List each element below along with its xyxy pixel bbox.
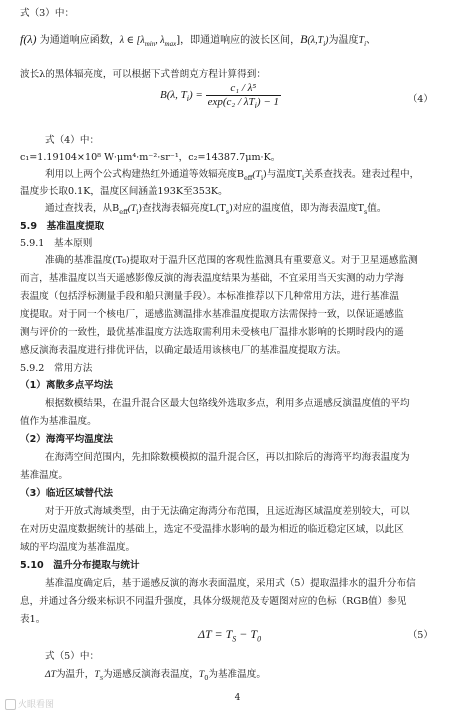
subsection-heading: 5.9.2 常用方法 xyxy=(20,363,93,374)
text-line: 波长λ的黑体辐亮度，可以根据下式普朗克方程计算得到： xyxy=(20,69,266,80)
equation-number: （4） xyxy=(407,94,433,105)
section-heading: 5.10 温升分布提取与统计 xyxy=(20,560,140,571)
text-line: 式（5）中： xyxy=(45,651,100,662)
text-line: 表1。 xyxy=(20,614,46,625)
text-line: 而言，基准温度以当天遥感影像反演的海表温度结果为基础，不宜采用当天实测的动力学海 xyxy=(20,273,404,284)
text-line: 基准温度。 xyxy=(20,470,68,481)
text-line: 准确的基准温度(T₀)提取对于温升区范围的客观性监测具有重要意义。对于卫星遥感监测 xyxy=(45,255,418,266)
equation-number: （5） xyxy=(407,630,433,641)
equation-4: B(λ, $T_i$) = $\frac{\text{c₁ / λ⁵}}{\exp(c_2 / \lambda T_i) - 1}$ xyxy=(160,82,279,111)
text-line: 感反演海表温度进行排优评估，以确定最适用该核电厂的基准温度提取方法。 xyxy=(20,345,347,356)
text-line: 式（4）中： xyxy=(45,135,100,146)
text-line: 值作为基准温度。 xyxy=(20,416,97,427)
section-heading: 5.9 基准温度提取 xyxy=(20,221,105,232)
constants-line: c₁=1.19104×10⁸ W·μm⁴·m⁻²·sr⁻¹，c₂=14387.7μm·K。 xyxy=(20,152,281,163)
watermark-logo-icon xyxy=(5,699,16,710)
text-line: ΔT为温升，$T_S$为遥感反演海表温度，$T_0$为基准温度。 xyxy=(45,669,266,682)
text-line: 对于开放式海域类型，由于无法确定海湾分布范围，且远近海区域温度差别较大，可以 xyxy=(45,506,410,517)
text-line: 式（3）中： xyxy=(20,8,75,19)
text-line: 基准温度确定后，基于遥感反演的海水表面温度，采用式（5）提取温排水的温升分布信 xyxy=(45,578,416,589)
text-line: 温度步长取0.1K，温度区间涵盖193K至353K。 xyxy=(20,186,228,197)
text-line: 息，并通过各分级来标识不同温升强度，具体分级规范及专题图对应的色标（RGB值）参见 xyxy=(20,596,407,607)
text-line: 在海湾空间范围内，先扣除数模模拟的温升混合区，再以扣除后的海湾平均海表温度为 xyxy=(45,452,410,463)
method-heading: （1）离散多点平均法 xyxy=(20,380,114,391)
equation-5: $\Delta T = T_S - T_0$ xyxy=(198,627,262,644)
text-line: 利用以上两个公式构建热红外通道等效辐亮度$B_{eff}(T_i)$与温度$T_i$关系查找表。建表过程中， xyxy=(45,169,420,182)
method-heading: （3）临近区域替代法 xyxy=(20,488,114,499)
text-line: 度提取。对于同一个核电厂，遥感监测温排水基准温度提取方法需保持一致，以保证遥感监 xyxy=(20,309,404,320)
text-line: 在对历史温度数据统计的基础上，选定不受温排水影响的最为相近的临近稳定区域，以此区 xyxy=(20,524,404,535)
page-number: 4 xyxy=(234,693,241,703)
text-line: 域的平均温度为基准温度。 xyxy=(20,542,136,553)
text-line: 通过查找表，从$B_{eff}(T_i)$查找海表辐亮度$L(T_s)$对应的温度值，即为海表温度$T_s$值。 xyxy=(45,203,387,216)
text-line: 表温度（包括浮标测量手段和船只测量手段）。本标准推荐以下几种常用方法，进行基准温 xyxy=(20,291,399,302)
subsection-heading: 5.9.1 基本原则 xyxy=(20,238,93,249)
text-line: 测与评价的一致性，最优基准温度方法选取需利用未受核电厂温排水影响的长期时段内的遥 xyxy=(20,327,404,338)
method-heading: （2）海湾平均温度法 xyxy=(20,434,114,445)
equation-fraction: $\frac{\text{c₁ / λ⁵}}{\exp(c_2 / \lambda T_i) - 1}$ xyxy=(207,82,279,111)
watermark: 火眼看图 xyxy=(5,699,81,713)
text-line: f(λ) 为通道响应函数，λ ∈ [$\lambda_{min}$, $\lambda_{max}$]，即通道响应的波长区间，$B(\lambda,T_i)$为温度$T_i$、 xyxy=(20,32,377,48)
text-line: 根据数模结果，在温升混合区最大包络线外选取多点，利用多点遥感反演温度值的平均 xyxy=(45,398,410,409)
